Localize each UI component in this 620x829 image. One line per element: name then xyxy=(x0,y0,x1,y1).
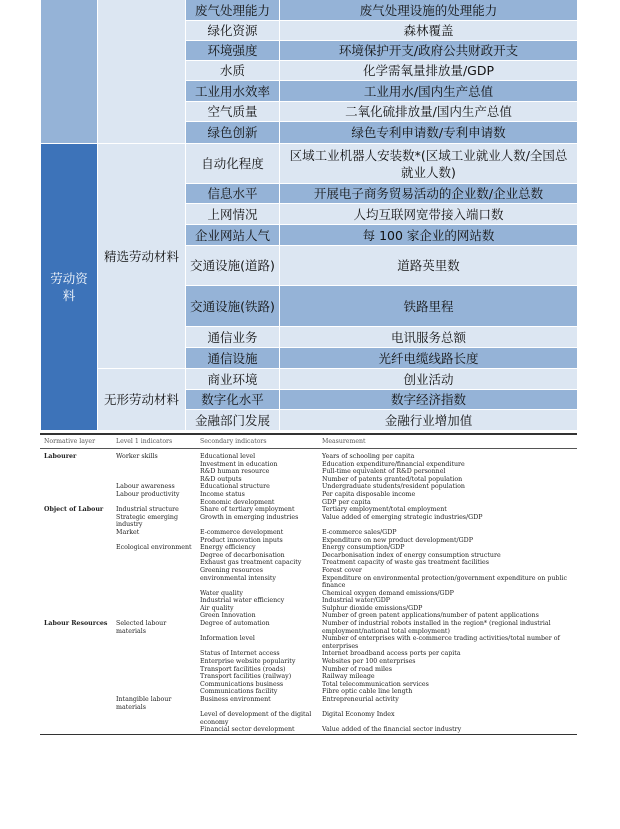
secondary-cell: Financial sector development xyxy=(196,726,318,734)
measure-cell: GDP per capita xyxy=(322,498,371,506)
table-row xyxy=(40,635,577,650)
secondary-cell: Growth in emerging industries xyxy=(200,513,299,521)
layer-cell xyxy=(40,476,112,484)
table-row xyxy=(40,605,577,613)
layer-cell xyxy=(40,529,112,537)
secondary-cell: Income status xyxy=(200,490,245,498)
layer-cell xyxy=(40,499,112,507)
measurement-cell: 数字经济指数 xyxy=(279,390,577,410)
indicator-cell: 金融部门发展 xyxy=(185,410,279,431)
measure-cell: Number of road miles xyxy=(322,665,392,673)
indicator-cell: 环境强度 xyxy=(185,41,279,61)
table-row xyxy=(40,468,577,476)
layer-cell xyxy=(40,696,112,711)
measure-cell: Years of schooling per capita xyxy=(322,453,415,460)
layer-cell xyxy=(40,605,112,613)
chinese-indicator-table xyxy=(40,0,577,430)
secondary-cell: Educational structure xyxy=(200,483,270,491)
measure-cell: Chemical oxygen demand emissions/GDP xyxy=(322,589,454,597)
level1-cell xyxy=(112,666,196,674)
layer-cell xyxy=(40,468,112,476)
measurement-cell: 人均互联网宽带接入端口数 xyxy=(279,204,577,225)
english-table-body xyxy=(40,449,577,735)
level1-cell xyxy=(112,681,196,689)
measure-cell: Digital Economy Index xyxy=(322,711,395,719)
measurement-cell: 铁路里程 xyxy=(279,286,577,327)
level1-cell xyxy=(112,650,196,658)
layer-cell xyxy=(40,658,112,666)
measure-cell: Forest cover xyxy=(322,566,362,574)
category-cell-top xyxy=(40,0,97,144)
layer-cell xyxy=(40,681,112,689)
secondary-cell: Industrial water efficiency xyxy=(200,597,285,605)
measure-cell: Number of enterprises with e-commerce trading activities/total number of enterprises xyxy=(322,635,560,650)
measure-cell: Number of green patent applications/number of patent applications xyxy=(322,612,539,620)
level1-cell: Worker skills xyxy=(116,453,158,460)
level1-cell: Ecological environment xyxy=(116,544,192,552)
level1-cell xyxy=(112,726,196,734)
subcategory-cell-top xyxy=(97,0,185,144)
measure-cell: Value added of emerging strategic industries/GDP xyxy=(322,513,483,521)
measure-cell: Number of industrial robots installed in the region* (regional industrial employment/national total employment) xyxy=(322,620,551,635)
table-row xyxy=(40,499,577,507)
table-row xyxy=(40,620,577,635)
measure-cell: Value added of the financial sector industry xyxy=(318,726,577,734)
table-row xyxy=(40,575,577,590)
table-row xyxy=(40,590,577,598)
measurement-cell: 金融行业增加值 xyxy=(279,410,577,431)
subcategory-cell-selected: 精选劳动材料 xyxy=(97,144,185,369)
indicator-cell: 自动化程度 xyxy=(185,144,279,184)
layer-cell xyxy=(40,461,112,469)
layer-cell: Object of Labour xyxy=(44,506,104,514)
measure-cell: Fibre optic cable line length xyxy=(322,688,413,696)
measure-cell: Total telecommunication services xyxy=(322,680,429,688)
level1-cell xyxy=(112,635,196,650)
secondary-cell: Water quality xyxy=(200,589,243,597)
indicator-cell: 通信设施 xyxy=(185,348,279,369)
table-row xyxy=(40,491,577,499)
table-row xyxy=(40,666,577,674)
level1-cell: Labour awareness xyxy=(116,483,175,491)
level1-cell xyxy=(112,575,196,590)
secondary-cell: Business environment xyxy=(200,696,271,703)
layer-cell xyxy=(40,688,112,696)
table-row xyxy=(40,711,577,726)
secondary-cell: R&D outputs xyxy=(200,475,242,483)
secondary-cell: E-commerce development xyxy=(200,528,284,536)
table-row xyxy=(40,681,577,689)
indicator-cell: 绿化资源 xyxy=(185,21,279,41)
level1-cell xyxy=(112,552,196,560)
indicator-cell: 水质 xyxy=(185,61,279,81)
category-cell-labour: 劳动资料 xyxy=(40,144,97,431)
layer-cell: Labour Resources xyxy=(44,620,108,628)
indicator-cell: 空气质量 xyxy=(185,102,279,122)
measure-cell: Railway mileage xyxy=(322,673,375,681)
measure-cell: Expenditure on environmental protection/government expenditure on public finance xyxy=(322,574,568,590)
measure-cell: Per capita disposable income xyxy=(322,490,416,498)
indicator-cell: 商业环境 xyxy=(185,369,279,390)
level1-cell xyxy=(112,605,196,613)
table-row xyxy=(40,597,577,605)
layer-cell xyxy=(40,597,112,605)
indicator-cell: 信息水平 xyxy=(185,184,279,204)
layer-cell xyxy=(40,537,112,545)
level1-cell xyxy=(112,461,196,469)
secondary-cell: Green Innovation xyxy=(200,612,256,620)
measurement-cell: 开展电子商务贸易活动的企业数/企业总数 xyxy=(279,184,577,204)
measurement-cell: 电讯服务总额 xyxy=(279,327,577,348)
measure-cell: Sulphur dioxide emissions/GDP xyxy=(322,604,423,612)
level1-cell: Selected labour materials xyxy=(116,620,167,635)
secondary-cell: R&D human resource xyxy=(200,468,270,476)
table-row xyxy=(40,559,577,567)
measurement-cell: 绿色专利申请数/专利申请数 xyxy=(279,122,577,144)
level1-cell xyxy=(112,688,196,696)
table-row xyxy=(40,552,577,560)
measure-cell: Education expenditure/financial expenditure xyxy=(322,460,465,468)
table-row xyxy=(40,514,577,529)
level1-cell xyxy=(112,612,196,620)
table-row xyxy=(40,726,577,734)
measurement-cell: 道路英里数 xyxy=(279,246,577,286)
table-row xyxy=(40,696,577,711)
table-row xyxy=(40,673,577,681)
secondary-cell: Level of development of the digital economy xyxy=(200,711,312,726)
table-row xyxy=(40,688,577,696)
measure-cell: Number of patents granted/total population xyxy=(322,475,463,483)
indicator-cell: 绿色创新 xyxy=(185,122,279,144)
secondary-cell: Transport facilities (roads) xyxy=(200,665,286,673)
layer-cell: Labourer xyxy=(44,453,77,460)
layer-cell xyxy=(40,559,112,567)
secondary-cell: Information level xyxy=(200,635,255,643)
indicator-cell: 企业网站人气 xyxy=(185,225,279,246)
secondary-cell: Energy efficiency xyxy=(200,544,256,552)
measure-cell: Websites per 100 enterprises xyxy=(322,658,416,666)
level1-cell xyxy=(112,590,196,598)
layer-cell xyxy=(40,666,112,674)
measurement-cell: 二氧化硫排放量/国内生产总值 xyxy=(279,102,577,122)
indicator-cell: 交通设施(道路) xyxy=(185,246,279,286)
indicator-cell: 交通设施(铁路) xyxy=(185,286,279,327)
table-row xyxy=(40,449,577,461)
layer-cell xyxy=(40,552,112,560)
table-row xyxy=(40,658,577,666)
secondary-cell: Greening resources xyxy=(200,566,263,574)
layer-cell xyxy=(40,590,112,598)
indicator-cell: 通信业务 xyxy=(185,327,279,348)
layer-cell xyxy=(40,673,112,681)
table-row xyxy=(40,650,577,658)
secondary-cell: Status of Internet access xyxy=(200,650,280,658)
measurement-cell: 森林覆盖 xyxy=(279,21,577,41)
level1-cell xyxy=(112,597,196,605)
measure-cell: Internet broadband access ports per capita xyxy=(322,650,461,658)
layer-cell xyxy=(40,726,112,734)
measure-cell: Entrepreneurial activity xyxy=(322,696,399,703)
layer-cell xyxy=(40,514,112,529)
level1-cell xyxy=(112,567,196,575)
level1-cell: Industrial structure xyxy=(116,506,179,514)
layer-cell xyxy=(40,711,112,726)
header-measurement: Measurement xyxy=(318,435,577,449)
secondary-cell: Communications business xyxy=(200,680,284,688)
measure-cell: Decarbonisation index of energy consumption structure xyxy=(322,551,501,559)
secondary-cell: Investment in education xyxy=(200,460,278,468)
level1-cell xyxy=(112,711,196,726)
level1-cell xyxy=(112,476,196,484)
measurement-cell: 每 100 家企业的网站数 xyxy=(279,225,577,246)
measure-cell: Expenditure on new product development/GDP xyxy=(322,536,473,544)
table-row xyxy=(40,612,577,620)
measurement-cell: 化学需氧量排放量/GDP xyxy=(279,61,577,81)
measure-cell: Full-time equivalent of R&D personnel xyxy=(322,468,446,476)
subcategory-cell-intangible: 无形劳动材料 xyxy=(97,369,185,431)
secondary-cell: Communications facility xyxy=(200,688,278,696)
secondary-cell: Degree of automation xyxy=(200,620,270,628)
secondary-cell: environmental intensity xyxy=(200,574,276,582)
layer-cell xyxy=(40,612,112,620)
measure-cell: E-commerce sales/GDP xyxy=(322,528,397,536)
level1-cell xyxy=(112,468,196,476)
secondary-cell: Share of tertiary employment xyxy=(200,506,295,514)
table-row xyxy=(40,506,577,514)
table-row xyxy=(40,461,577,469)
measurement-cell: 创业活动 xyxy=(279,369,577,390)
secondary-cell: Degree of decarbonisation xyxy=(200,551,285,559)
header-secondary: Secondary indicators xyxy=(196,435,318,449)
layer-cell xyxy=(40,650,112,658)
measurement-cell: 区域工业机器人安装数*(区域工业就业人数/全国总就业人数) xyxy=(279,144,577,184)
header-level1: Level 1 indicators xyxy=(112,435,196,449)
layer-cell xyxy=(40,544,112,552)
measurement-cell: 工业用水/国内生产总值 xyxy=(279,81,577,102)
measure-cell: Treatment capacity of waste gas treatment facilities xyxy=(322,559,489,567)
english-indicator-table xyxy=(40,433,577,829)
measure-cell: Undergraduate students/resident population xyxy=(322,483,465,491)
level1-cell: Market xyxy=(116,528,140,536)
layer-cell xyxy=(40,635,112,650)
secondary-cell: Product innovation inputs xyxy=(200,536,283,544)
measure-cell: Energy consumption/GDP xyxy=(322,544,405,552)
level1-cell xyxy=(112,673,196,681)
measure-cell: Industrial water/GDP xyxy=(322,597,391,605)
secondary-cell: Air quality xyxy=(200,604,234,612)
table-row xyxy=(40,544,577,552)
indicator-cell: 上网情况 xyxy=(185,204,279,225)
layer-cell xyxy=(40,575,112,590)
level1-cell xyxy=(112,658,196,666)
table-row xyxy=(40,537,577,545)
secondary-cell: Economic development xyxy=(200,498,275,506)
indicator-cell: 工业用水效率 xyxy=(185,81,279,102)
secondary-cell: Educational level xyxy=(200,453,256,460)
layer-cell xyxy=(40,483,112,491)
indicator-cell: 数字化水平 xyxy=(185,390,279,410)
measurement-cell: 废气处理设施的处理能力 xyxy=(279,0,577,21)
indicator-cell: 废气处理能力 xyxy=(185,0,279,21)
level1-cell xyxy=(112,499,196,507)
measure-cell: Tertiary employment/total employment xyxy=(322,506,447,514)
layer-cell xyxy=(40,491,112,499)
table-row xyxy=(40,483,577,491)
table-row xyxy=(40,567,577,575)
layer-cell xyxy=(40,567,112,575)
measurement-cell: 光纤电缆线路长度 xyxy=(279,348,577,369)
measurement-cell: 环境保护开支/政府公共财政开支 xyxy=(279,41,577,61)
table-row xyxy=(40,476,577,484)
table-row xyxy=(40,529,577,537)
header-normative-layer: Normative layer xyxy=(40,435,112,449)
level1-cell: Labour productivity xyxy=(116,490,180,498)
secondary-cell: Enterprise website popularity xyxy=(200,658,296,666)
secondary-cell: Exhaust gas treatment capacity xyxy=(200,559,302,567)
secondary-cell: Transport facilities (railway) xyxy=(200,673,292,681)
level1-cell xyxy=(112,559,196,567)
level1-cell xyxy=(112,537,196,545)
level1-cell: Intangible labour materials xyxy=(116,696,172,711)
level1-cell: Strategic emerging industry xyxy=(116,513,179,529)
